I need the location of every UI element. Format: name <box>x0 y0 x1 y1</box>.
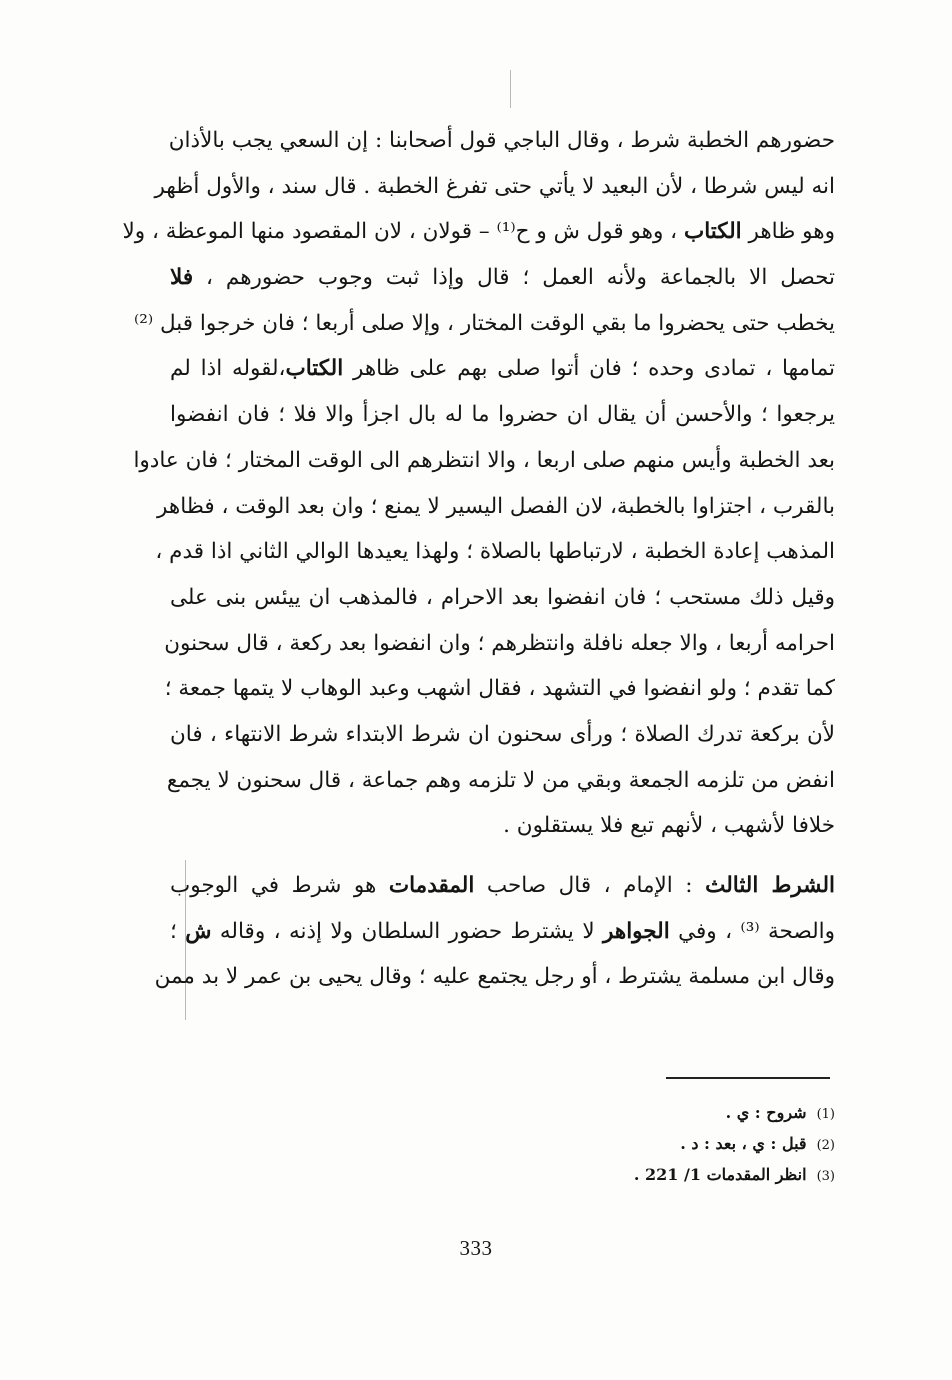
scan-artifact-line <box>510 70 511 108</box>
footnote-separator <box>666 1077 830 1079</box>
text-line: يرجعوا ؛ والأحسن أن يقال ان حضروا ما له بال اجزأ والا فلا ؛ فان انفضوا <box>170 402 835 428</box>
section-heading: الشرط الثالث <box>705 873 835 898</box>
text-line: حضورهم الخطبة شرط ، وقال الباجي قول أصحابنا : إن السعي يجب بالأذان <box>168 128 835 153</box>
text-line: والصحة ⁽³⁾ ، وفي الجواهر لا يشترط حضور السلطان ولا إذنه ، وقاله ش ؛ <box>170 918 835 944</box>
text-line: احرامه أربعا ، والا جعله نافلة وانتظرهم ؛ وان انفضوا بعد ركعة ، قال سحنون <box>164 630 835 656</box>
footnotes <box>535 1097 835 1190</box>
text-line: لأن بركعة تدرك الصلاة ؛ ورأى سحنون ان شرط الابتداء شرط الانتهاء ، فان <box>170 721 835 747</box>
text-line: بعد الخطبة وأيس منهم صلى اربعا ، والا انتظرهم الى الوقت المختار ؛ فان عادوا <box>133 447 835 473</box>
text-line: يخطب حتى يحضروا ما بقي الوقت المختار ، وإلا صلى أربعا ؛ فان خرجوا قبل ⁽²⁾ <box>134 310 835 336</box>
footnote: (2)قبل : ي ، بعد : د . <box>680 1134 835 1153</box>
text-line: وقال ابن مسلمة يشترط ، أو رجل يجتمع عليه ؛ وقال يحيى بن عمر لا بد ممن <box>154 964 835 990</box>
footnote: (3)انظر المقدمات 1/ 221 . <box>633 1165 835 1184</box>
text-line: تحصل الا بالجماعة ولأنه العمل ؛ قال وإذا ثبت وجوب حضورهم ، فلا <box>170 265 835 291</box>
footnote: (1)شروح : ي . <box>725 1103 835 1122</box>
text-line: تمامها ، تمادى وحده ؛ فان أتوا صلى بهم على ظاهر الكتاب،لقوله اذا لم <box>170 356 835 382</box>
text-line: خلافا لأشهب ، لأنهم تبع فلا يستقلون . <box>503 813 835 839</box>
text-line: انفض من تلزمه الجمعة وبقي من لا تلزمه وهم جماعة ، قال سحنون لا يجمع <box>166 767 835 793</box>
text-line: وهو ظاهر الكتاب ، وهو قول ش و ح⁽¹⁾ – قولان ، لان المقصود منها الموعظة ، ولا <box>122 219 835 245</box>
text-line: وقيل ذلك مستحب ؛ فان انفضوا بعد الاحرام ، فالمذهب ان ييئس بنى على <box>170 584 835 610</box>
text-line: انه ليس شرطا ، لأن البعيد لا يأتي حتى تفرغ الخطبة . قال سند ، والأول أظهر <box>154 173 835 199</box>
section-heading-line: الشرط الثالث : الإمام ، قال صاحب المقدمات هو شرط في الوجوب <box>170 873 835 898</box>
main-text-block <box>122 118 835 1000</box>
text-line: بالقرب ، اجتزاوا بالخطبة، لان الفصل اليسير لا يمنع ؛ وان بعد الوقت ، فظاهر <box>157 493 835 519</box>
page-number: 333 <box>459 1236 493 1260</box>
text-line: المذهب إعادة الخطبة ، لارتباطها بالصلاة ؛ ولهذا يعيدها الوالي الثاني اذا قدم ، <box>155 539 835 565</box>
text-line: كما تقدم ؛ ولو انفضوا في التشهد ، فقال اشهب وعبد الوهاب لا يتمها جمعة ؛ <box>164 676 835 702</box>
